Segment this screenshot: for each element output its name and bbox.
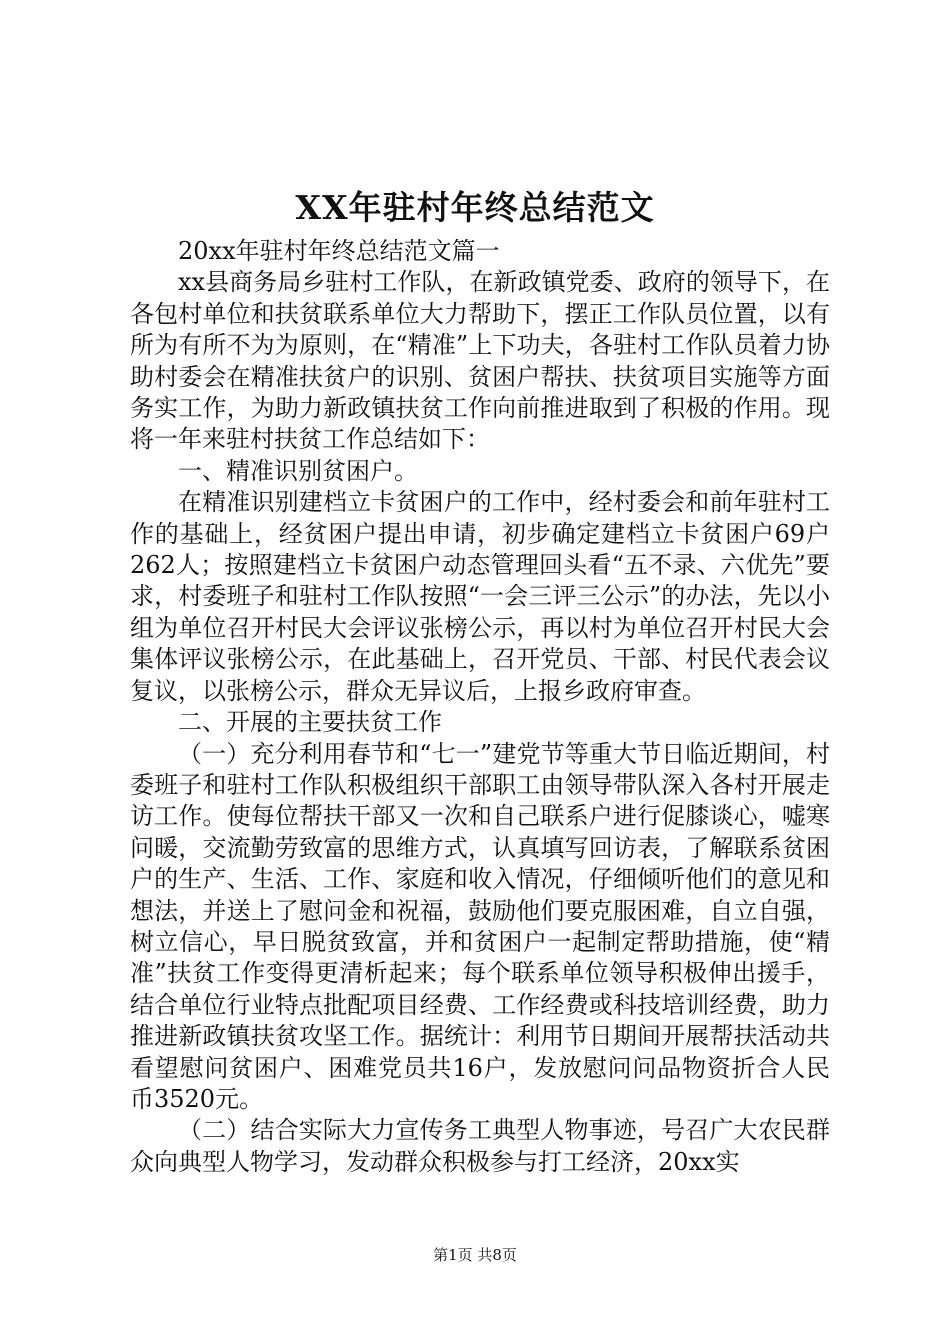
paragraph: （二）结合实际大力宣传务工典型人物事迹，号召广大农民群众向典型人物学习，发动群众积极参与打工经济，20xx实 [130, 1116, 830, 1176]
document-title: XX年驻村年终总结范文 [295, 188, 655, 227]
section-heading: 一、精准识别贫困户。 [178, 456, 418, 485]
section-heading: 二、开展的主要扶贫工作 [178, 708, 442, 737]
page-footer: 第1页 共8页 [433, 1246, 517, 1264]
paragraph: （一）充分利用春节和“七一”建党节等重大节日临近期间，村委班子和驻村工作队积极组织干部职工由领导带队深入各村开展走访工作。使每位帮扶干部又一次和自己联系户进行促膝谈心，嘘寒问暖，交流勤劳致富的思维方式，认真填写回访表，了解联系贫困户的生产、生活、工作、家庭和收入情况，仔细倾听他们的意见和想法，并送上了慰问金和祝福，鼓励他们要克服困难，自立自强，树立信心，早日脱贫致富，并和贫困户一起制定帮助措施，使“精准”扶贫工作变得更清析起来；每个联系单位领导积极伸出援手，结合单位行业特点批配项目经费、工作经费或科技培训经费，助力推进新政镇扶贫攻坚工作。据统计：利用节日期间开展帮扶活动共看望慰问贫困户、困难党员共16户，发放慰问问品物资折合人民币3520元。 [130, 739, 830, 1113]
paragraph: xx县商务局乡驻村工作队，在新政镇党委、政府的领导下，在各包村单位和扶贫联系单位大力帮助下，摆正工作队员位置，以有所为有所不为为原则，在“精准”上下功夫，各驻村工作队员着力协助村委会在精准扶贫户的识别、贫困户帮扶、扶贫项目实施等方面务实工作，为助力新政镇扶贫工作向前推进取到了积极的作用。现将一年来驻村扶贫工作总结如下： [130, 268, 830, 454]
paragraph: 在精准识别建档立卡贫困户的工作中，经村委会和前年驻村工作的基础上，经贫困户提出申请，初步确定建档立卡贫困户69户262人；按照建档立卡贫困户动态管理回头看“五不录、六优先”要求，村委班子和驻村工作队按照“一会三评三公示”的办法，先以小组为单位召开村民大会评议张榜公示，再以村为单位召开村民大会集体评议张榜公示，在此基础上，召开党员、干部、村民代表会议复议，以张榜公示，群众无异议后，上报乡政府审查。 [130, 488, 830, 705]
section-heading: 20xx年驻村年终总结范文篇一 [178, 237, 500, 265]
document-body [130, 236, 830, 1178]
